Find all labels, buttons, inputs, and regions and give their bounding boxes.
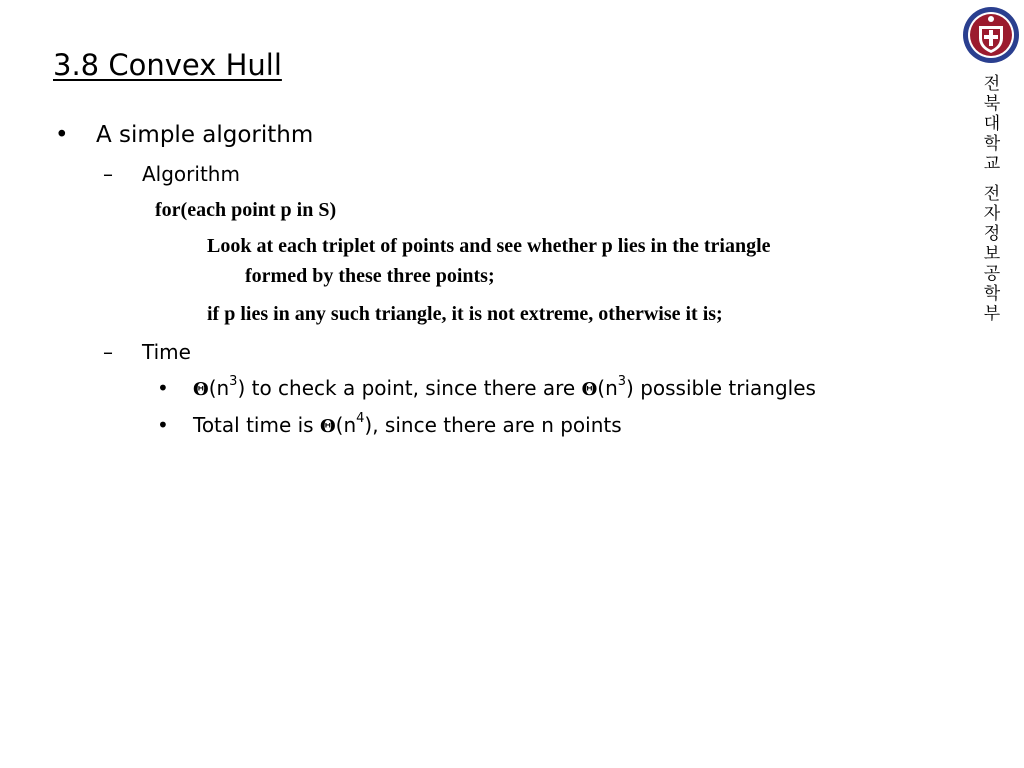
- side-char: 대: [983, 114, 1001, 134]
- side-char: 전: [983, 74, 1001, 94]
- exponent: 3: [617, 374, 627, 389]
- side-char: 보: [983, 244, 1001, 264]
- time-text: (n: [597, 376, 618, 400]
- side-char: 북: [983, 94, 1001, 114]
- time-text: ) to check a point, since there are: [237, 376, 582, 400]
- dash-marker: –: [103, 340, 113, 364]
- side-char: 자: [983, 204, 1001, 224]
- theta-symbol: Θ: [581, 379, 598, 400]
- code-for-line: for(each point p in S): [155, 199, 337, 221]
- bullet-marker: •: [157, 413, 169, 437]
- time-text: Total time is: [193, 413, 320, 437]
- time-text: ) possible triangles: [626, 376, 816, 400]
- main-bullet-text: A simple algorithm: [96, 122, 314, 148]
- time-text: ), since there are n points: [364, 413, 622, 437]
- code-look-line: Look at each triplet of points and see whether p lies in the triangle: [207, 235, 771, 257]
- algorithm-label: Algorithm: [142, 162, 240, 186]
- code-if-line: if p lies in any such triangle, it is not extreme, otherwise it is;: [207, 303, 723, 325]
- side-char: 전: [983, 184, 1001, 204]
- time-item-check-point: [193, 376, 816, 400]
- slide-title: 3.8 Convex Hull: [53, 48, 282, 82]
- bullet-marker: •: [157, 376, 169, 400]
- time-text: (n: [208, 376, 230, 400]
- side-char: 학: [983, 134, 1001, 154]
- exponent: 3: [229, 374, 238, 389]
- theta-symbol: Θ: [319, 416, 336, 437]
- side-char: 공: [983, 264, 1001, 284]
- side-char: 교: [983, 154, 1001, 174]
- side-char: 부: [983, 304, 1001, 324]
- dash-marker: –: [103, 162, 113, 186]
- code-look-line-continued: formed by these three points;: [245, 265, 495, 287]
- time-label: Time: [142, 340, 191, 364]
- side-char: 정: [983, 224, 1001, 244]
- theta-symbol: Θ: [193, 379, 209, 400]
- university-emblem-icon: [962, 6, 1020, 64]
- time-text: (n: [335, 413, 357, 437]
- bullet-marker: •: [55, 122, 69, 148]
- side-char: 학: [983, 284, 1001, 304]
- time-item-total: [193, 413, 622, 437]
- exponent: 4: [356, 411, 365, 426]
- department-side-label: [979, 74, 1005, 324]
